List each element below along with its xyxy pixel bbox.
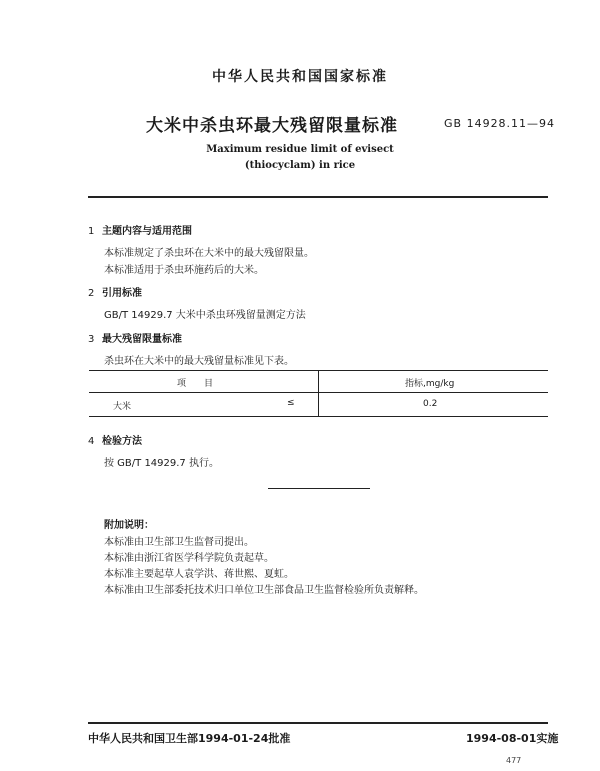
note-item: 本标准由卫生部委托技术归口单位卫生部食品卫生监督检验所负责解释。 [104,585,424,596]
implementation-date: 1994-08-01实施 [466,732,559,745]
section-title: 主题内容与适用范围 [102,226,192,237]
section-title: 检验方法 [102,436,142,447]
section-number: 3 [88,334,95,345]
english-title-line-1: Maximum residue limit of evisect [206,144,394,155]
paragraph: 杀虫环在大米中的最大残留量标准见下表。 [104,356,294,367]
section-heading [88,330,182,345]
section-heading [88,222,192,237]
standard-code: GB 14928.11—94 [444,117,556,130]
table-cell-item: 大米 [113,402,132,412]
english-title-line-2: (thiocyclam) in rice [244,160,356,171]
paragraph: 本标准适用于杀虫环施药后的大米。 [104,265,264,276]
document-title: 大米中杀虫环最大残留限量标准 [146,116,398,136]
end-of-body-rule [268,488,370,489]
section-title: 引用标准 [102,288,142,299]
table-header-item: 项 目 [177,379,214,389]
table-column-divider [318,370,319,417]
section-number: 4 [88,436,95,447]
residue-limit-table [89,370,548,417]
section-number: 2 [88,288,95,299]
paragraph: 本标准规定了杀虫环在大米中的最大残留限量。 [104,248,314,259]
footer-divider [88,722,548,724]
section-title: 最大残留限量标准 [102,334,182,345]
approval-statement: 中华人民共和国卫生部1994-01-24批准 [88,732,291,745]
section-heading [88,284,142,299]
page-number: 477 [506,756,522,765]
table-cell-value: 0.2 [423,399,438,409]
note-item: 本标准主要起草人袁学洪、蒋世熙、夏虹。 [104,569,294,580]
section-number: 1 [88,226,95,237]
paragraph: GB/T 14929.7 大米中杀虫环残留量测定方法 [104,310,306,321]
note-item: 本标准由卫生部卫生监督司提出。 [104,537,254,548]
notes-heading: 附加说明： [104,520,154,531]
paragraph: 按 GB/T 14929.7 执行。 [104,458,219,469]
section-heading [88,432,142,447]
note-item: 本标准由浙江省医学科学院负责起草。 [104,553,274,564]
standard-organization: 中华人民共和国国家标准 [212,69,388,85]
table-cell-operator: ≤ [287,398,295,408]
table-header-limit: 指标,mg/kg [405,379,455,389]
header-divider [88,196,548,198]
